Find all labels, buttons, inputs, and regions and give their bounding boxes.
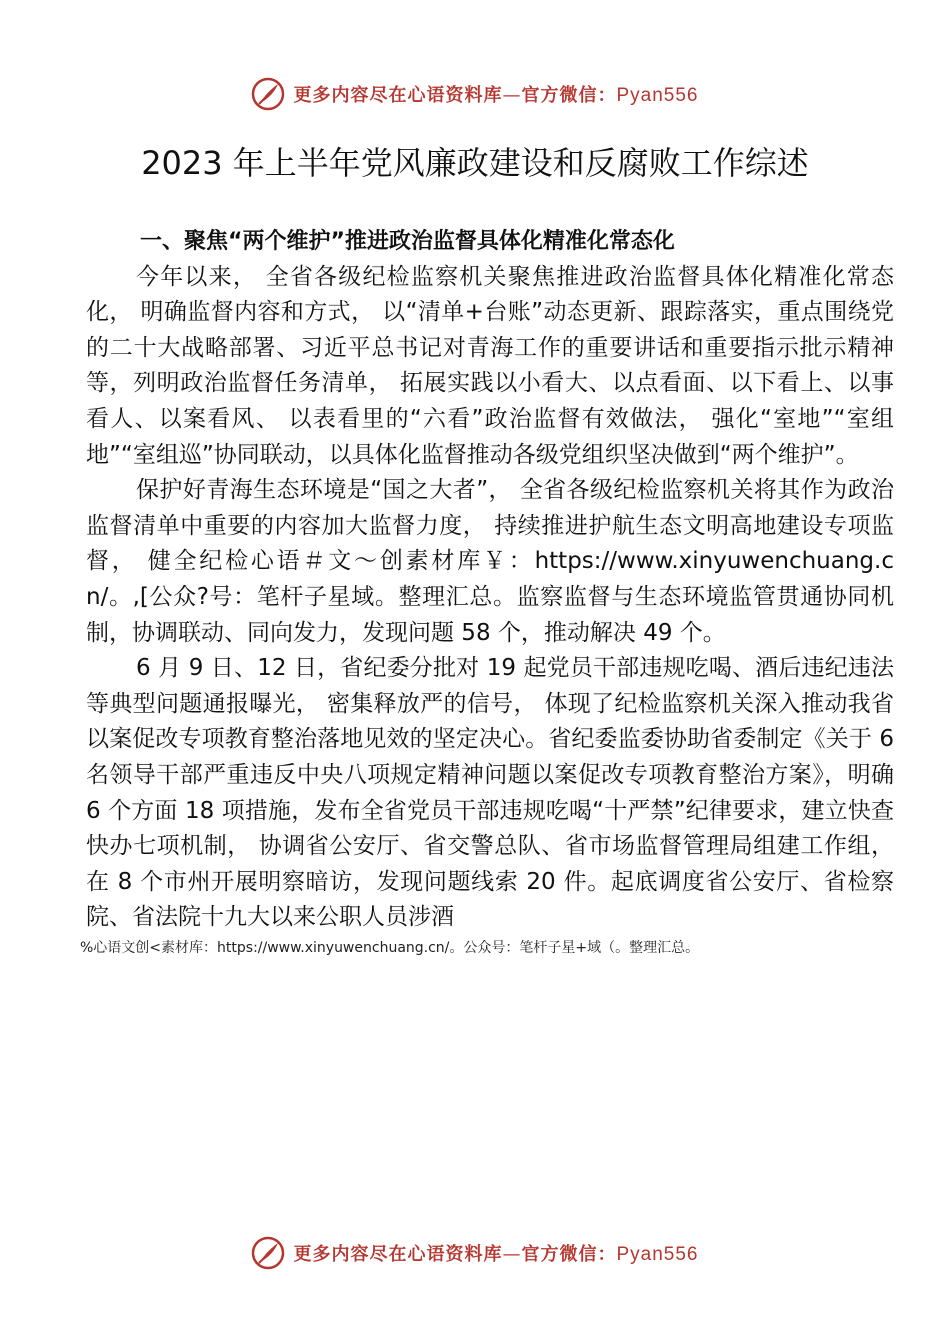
banner-text [293,81,698,107]
section-heading: 一、聚焦“两个维护”推进政治监督具体化精准化常态化 [140,229,675,254]
footnote: %心语文创<素材库：https://www.xinyuwenchuang.cn/。公众号：笔杆子星+域（。整理汇总。 [80,940,700,956]
footer-banner [0,1231,950,1275]
banner-brand: 更多内容尽在心语资料库 [293,85,503,106]
quill-logo-icon [251,1236,285,1270]
paragraph: 6 月 9 日、12 日，省纪委分批对 19 起党员干部违规吃喝、酒后违纪违法等典型问题通报曝光， 密集释放严的信号， 体现了纪检监察机关深入推动我省以案促改专项教育整治落地见效的坚定决心。省纪委监委协助省委制定《关于 6 名领导干部严重违反中央八项规定精神问题以案促改专项教育整治方案》，明确 6 个方面 18 项措施，发布全省党员干部违规吃喝“十严禁”纪律要求，建立快查快办七项机制， 协调省公安厅、省交警总队、省市场监督管理局组建工作组，在 8 个市州开展明察暗访，发现问题线索 20 件。起底调度省公安厅、省检察院、省法院十九大以来公职人员涉酒 [86,655,894,931]
banner-separator: — [502,85,522,106]
quill-logo-icon [251,77,285,111]
banner-wechat-label: 官方微信： [521,85,617,106]
banner-handle: Pyan556 [616,85,699,106]
banner-text [293,1240,698,1266]
banner-brand: 更多内容尽在心语资料库 [293,1244,503,1265]
document-title: 2023 年上半年党风廉政建设和反腐败工作综述 [141,144,809,182]
banner-wechat-label: 官方微信： [521,1244,617,1265]
banner-separator: — [502,1244,522,1265]
paragraph: 今年以来， 全省各级纪检监察机关聚焦推进政治监督具体化精准化常态化， 明确监督内容和方式， 以“清单+台账”动态更新、跟踪落实，重点围绕党的二十大战略部署、习近平总书记对青海工作的重要讲话和重要指示批示精神等，列明政治监督任务清单， 拓展实践以小看大、以点看面、以下看上、以事看人、以案看风、 以表看里的“六看”政治监督有效做法， 强化“室地”“室组地”“室组巡”协同联动，以具体化监督推动各级党组织坚决做到“两个维护”。 [86,263,894,468]
header-banner [0,72,950,116]
document-body [86,224,894,936]
paragraph: 保护好青海生态环境是“国之大者”， 全省各级纪检监察机关将其作为政治监督清单中重要的内容加大监督力度， 持续推进护航生态文明高地建设专项监督， 健全纪检心语＃文～创素材库￥：https://www.xinyuwenchuang.cn/。,[公众?号：笔杆子星域。整理汇总。监察监督与生态环境监管贯通协同机制，协调联动、同向发力，发现问题 58 个，推动解决 49 个。 [86,477,894,646]
banner-handle: Pyan556 [616,1244,699,1265]
